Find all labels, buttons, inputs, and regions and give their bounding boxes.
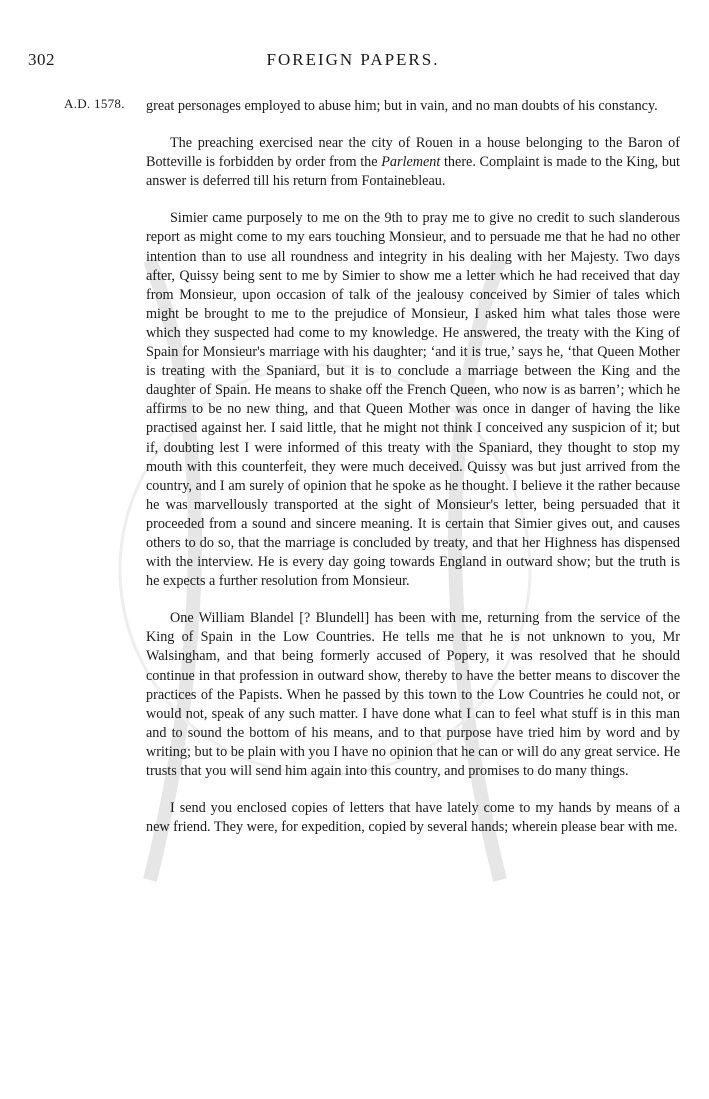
paragraph-2 bbox=[146, 134, 680, 191]
margin-date: A.D. 1578. bbox=[64, 96, 125, 111]
running-head: FOREIGN PAPERS. bbox=[266, 50, 440, 69]
paragraph-2-italic: Parlement bbox=[381, 154, 441, 171]
paragraph-3: Simier came purposely to me on the 9th to pray me to give no credit to such slanderous report as might come to my ears touching Monsieur, and to persuade me that he had no other intention than to use all roundness and integrity in his dealing with her Majesty. Two days after, Quissy being sent to me by Simier to show me a letter which he had received that day from Monsieur, upon occasion of talk of the jealousy conceived by Simier of tales which might be brought to me to the prejudice of Monsieur, I asked him what tales those were which they suspected had come to my knowledge. He answered, the treaty with the King of Spain for Monsieur's marriage with his daughter; ‘and it is true,’ says he, ‘that Queen Mother is treating with the Spaniard, but it is to conclude a marriage between the King and the daughter of Spain. He means to shake off the French Queen, who now is as barren’; which he affirms to be no new thing, and that Queen Mother was once in danger of having the like practised against her. I said little, that he might not think I conceived any suspicion of it; but if, doubting lest I were informed of this treaty with the Spaniard, they thought to stop my mouth with this counterfeit, they were much deceived. Quissy was but just arrived from the country, and I am surely of opinion that he spoke as he thought. I believe it the rather because he was marvellously transported at the sight of Monsieur's letter, being persuaded that it proceeded from a sound and sincere meaning. It is certain that Simier gives out, and causes others to do so, that the marriage is concluded by treaty, and that her Highness has dispensed with the interview. He is every day going towards England in outward show; but the truth is he expects a further resolution from Monsieur. bbox=[146, 210, 680, 590]
paragraph-5: I send you enclosed copies of letters that have lately come to my hands by means of a new friend. They were, for expedition, copied by several hands; wherein please bear with me. bbox=[146, 800, 680, 836]
paragraph-1: great personages employed to abuse him; but in vain, and no man doubts of his constancy. bbox=[146, 98, 658, 114]
paragraph-2-after: there. Complaint is made to the King, but answer is deferred till his return from Fontainebleau. bbox=[146, 154, 680, 190]
page-number: 302 bbox=[28, 50, 55, 69]
paragraph-2-before: The preaching exercised near the city of Rouen in a house belonging to the Baron of Botteville is forbidden by order from the bbox=[146, 135, 680, 171]
paragraph-4: One William Blandel [? Blundell] has been with me, returning from the service of the King of Spain in the Low Countries. He tells me that he is not unknown to you, Mr Walsingham, and that being formerly accused of Popery, it was resolved that he should continue in that profession in outward show, thereby to have the better means to discover the practices of the Papists. When he passed by this town to the Low Countries he could not, or would not, speak of any such matter. I have done what I can to feel what stuff is in this man and to sound the bottom of his means, and to that purpose have tried him by word and by writing; but to be plain with you I have no opinion that he can or will do any great service. He trusts that you will send him again into this country, and promises to do many things. bbox=[146, 610, 680, 779]
body-text bbox=[146, 97, 680, 855]
page-header bbox=[28, 50, 678, 74]
